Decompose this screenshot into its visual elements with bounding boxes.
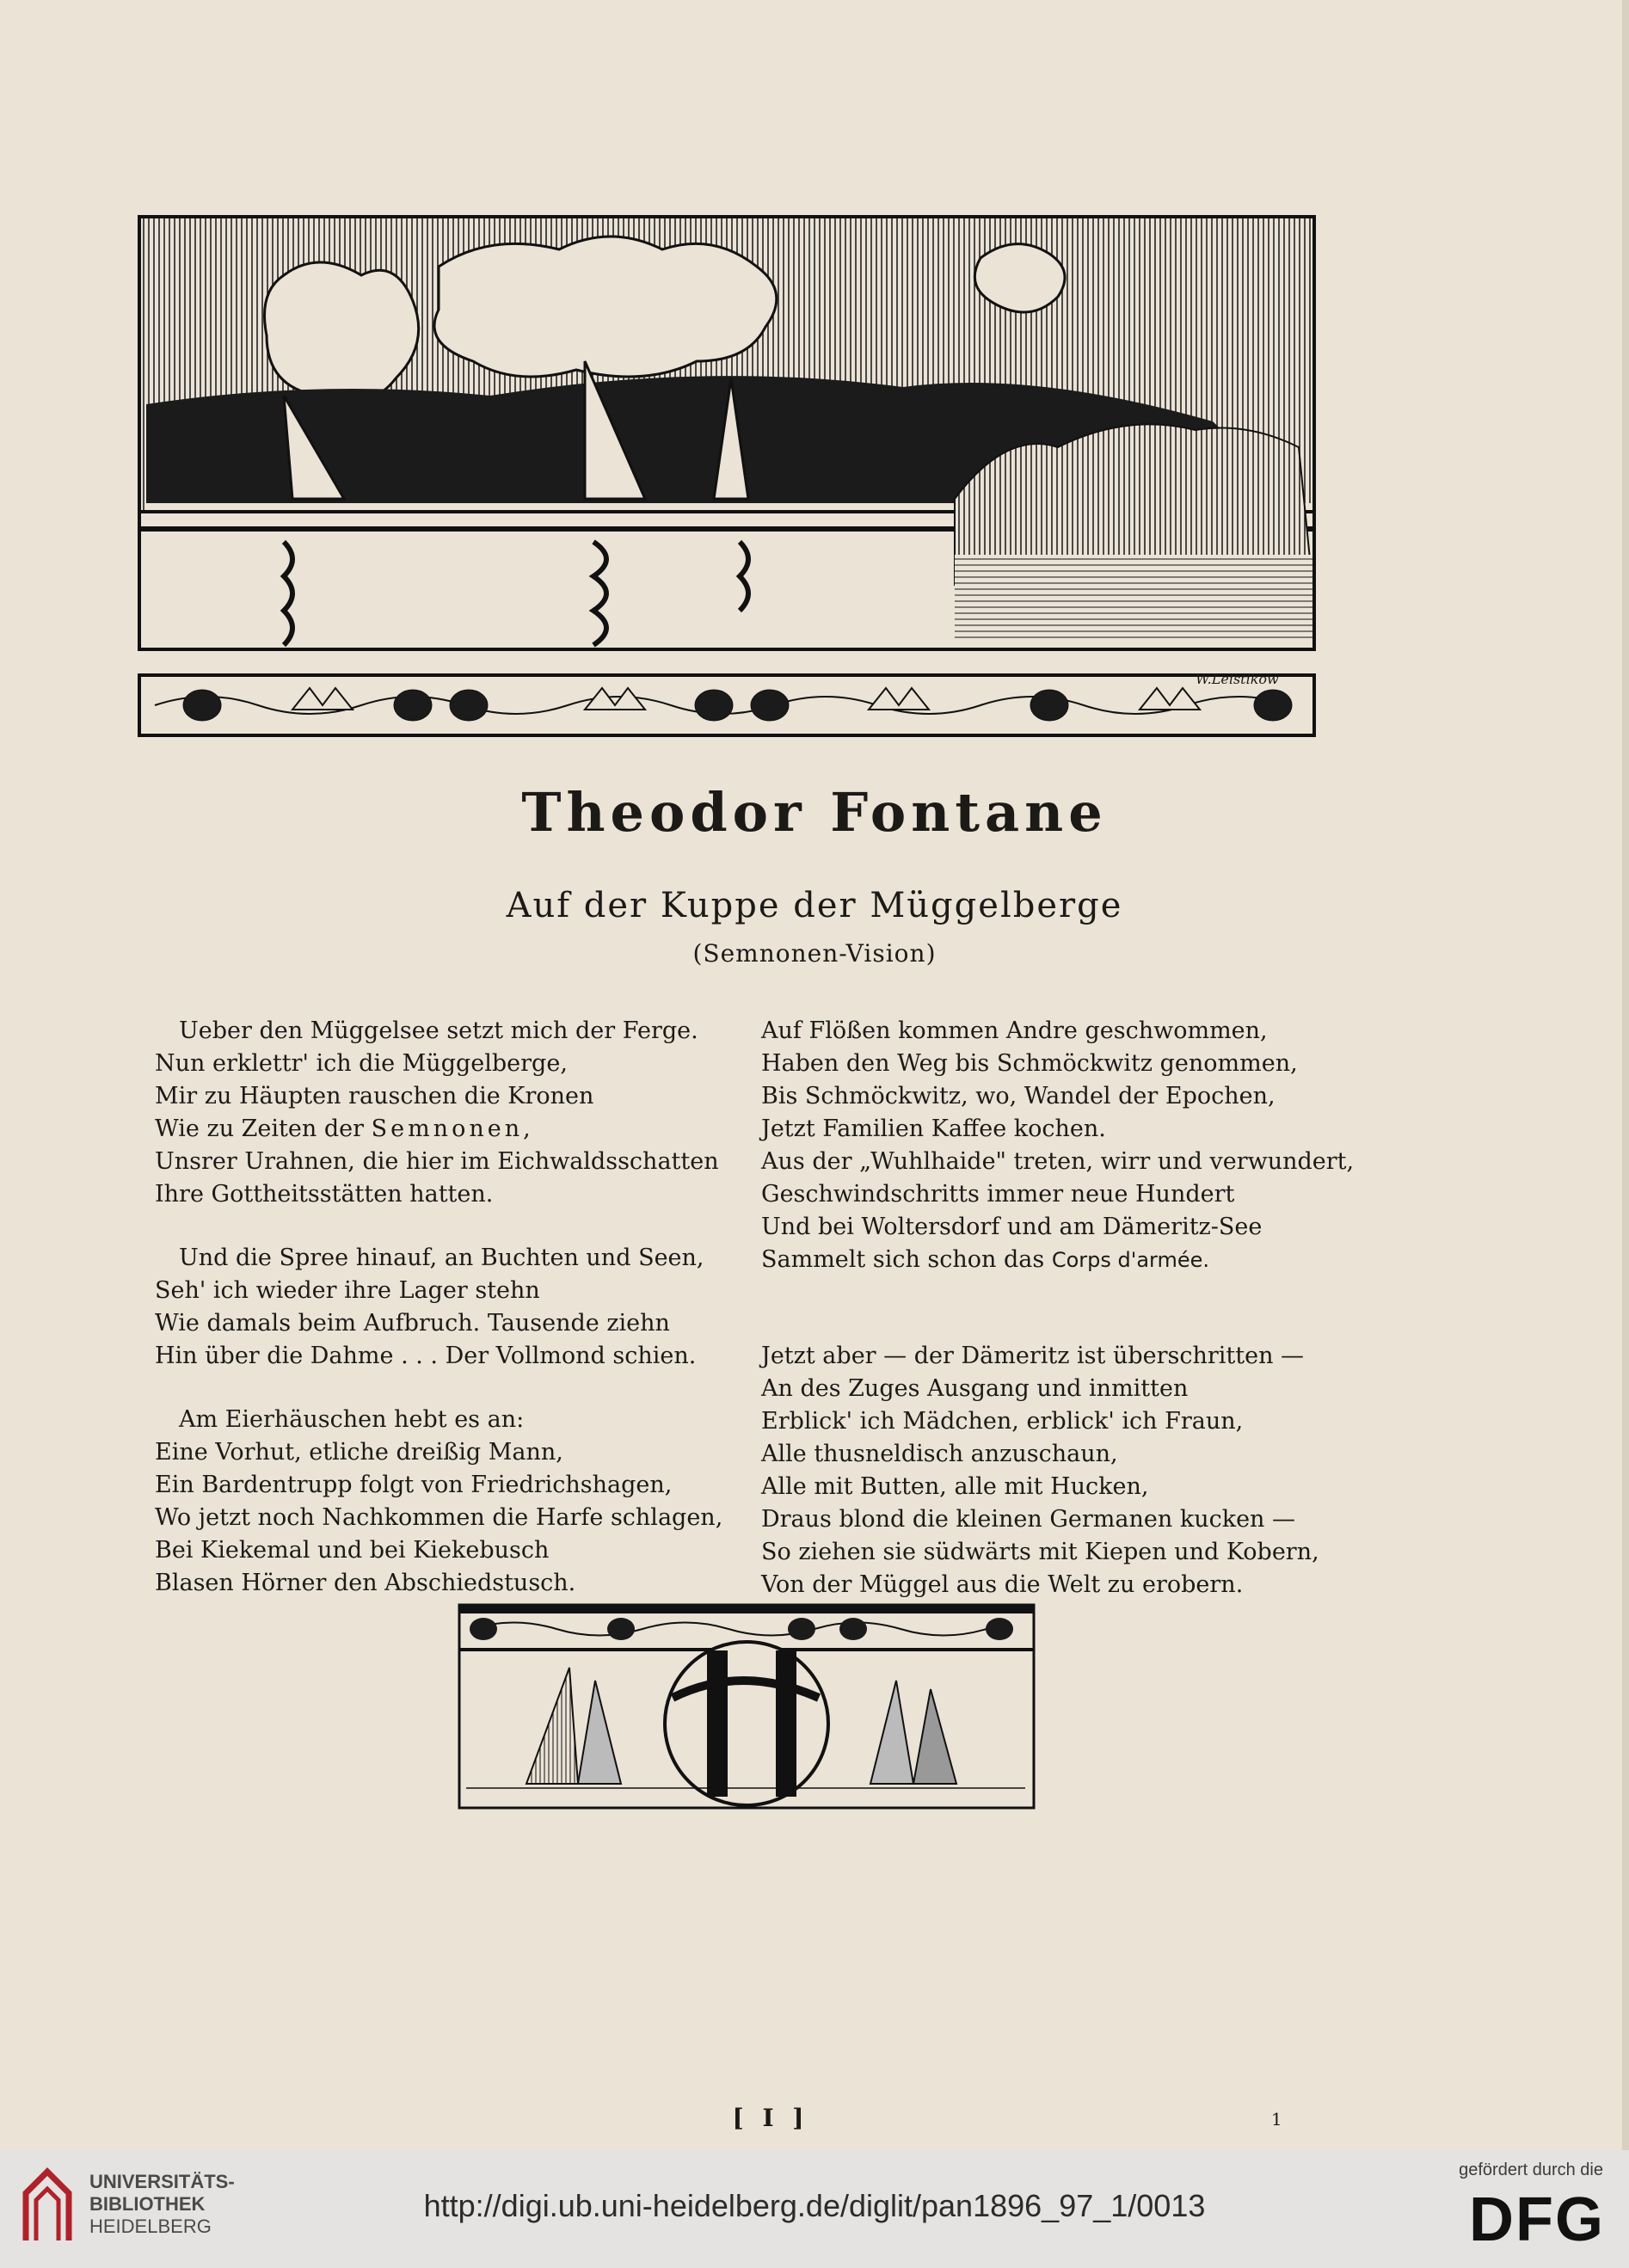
stanza-gap (155, 1373, 722, 1404)
verse-line: An des Zuges Ausgang und inmitten (761, 1375, 1189, 1402)
library-line2: BIBLIOTHEK (89, 2193, 206, 2215)
verse-line: Aus der „Wuhlhaide" treten, wirr und verwundert, (761, 1148, 1355, 1175)
verse-line: Auf Flößen kommen Andre geschwommen, (761, 1017, 1268, 1044)
verse-line-start: Wie zu Zeiten der (155, 1116, 372, 1142)
verse-line: Alle thusneldisch anzuschaun, (761, 1441, 1118, 1467)
stanza-gap (761, 1276, 1354, 1307)
footer-bar (0, 2150, 1629, 2268)
verse-line: Wie damals beim Aufbruch. Tausende ziehn (155, 1310, 670, 1337)
funding-label: gefördert durch die (1459, 2160, 1603, 2179)
verse-line: Am Eierhäuschen hebt es an: (179, 1406, 525, 1433)
verse-line: Ueber den Müggelsee setzt mich der Ferge. (179, 1017, 698, 1044)
library-line3: HEIDELBERG (89, 2216, 212, 2237)
verse-line: Haben den Weg bis Schmöckwitz genommen, (761, 1050, 1298, 1077)
verse-line: Wo jetzt noch Nachkommen die Harfe schlagen, (155, 1504, 723, 1531)
page-edge (1622, 0, 1629, 2150)
verse-line: Erblick' ich Mädchen, erblick' ich Fraun, (761, 1408, 1244, 1435)
verse-line: Seh' ich wieder ihre Lager stehn (155, 1277, 540, 1304)
verse-line: Jetzt aber — der Dämeritz ist überschritten — (761, 1343, 1305, 1369)
verse-line: Ihre Gottheitsstätten hatten. (155, 1181, 494, 1208)
verse-line: So ziehen sie südwärts mit Kiepen und Kobern, (761, 1539, 1319, 1565)
verse-line (155, 1113, 722, 1146)
verse-line: Und bei Woltersdorf und am Dämeritz-See (761, 1214, 1263, 1240)
verse-line: Alle mit Butten, alle mit Hucken, (761, 1473, 1149, 1500)
verse-line: Und die Spree hinauf, an Buchten und Seen, (179, 1245, 704, 1271)
verse-line: Ein Bardentrupp folgt von Friedrichshagen, (155, 1472, 673, 1498)
verse-line-spaced-word: Semnonen, (371, 1116, 534, 1142)
verse-line: Eine Vorhut, etliche dreißig Mann, (155, 1439, 563, 1466)
verse-line: Von der Müggel aus die Welt zu erobern. (761, 1571, 1244, 1598)
verse-line (761, 1244, 1354, 1276)
permalink-url[interactable]: http://digi.ub.uni-heidelberg.de/diglit/pan1896_97_1/0013 (423, 2188, 1206, 2223)
verse-line-latin: Corps d'armée. (1051, 1248, 1210, 1272)
verse-line: Geschwindschritts immer neue Hundert (761, 1181, 1235, 1208)
verse-line: Nun erklettr' ich die Müggelberge, (155, 1050, 568, 1077)
illustration-signature: W.Leistikow (1196, 671, 1279, 687)
tailpiece-illustration (458, 1603, 1036, 1810)
page-number: [ I ] (732, 2104, 809, 2132)
verse-line-start: Sammelt sich schon das (761, 1246, 1052, 1273)
dfg-logo: DFG (1469, 2185, 1605, 2254)
poem-title: Auf der Kuppe der Müggelberge (506, 886, 1123, 925)
page-mark: 1 (1271, 2109, 1282, 2130)
verse-line: Hin über die Dahme . . . Der Vollmond schien. (155, 1343, 697, 1369)
library-line1: UNIVERSITÄTS- (89, 2171, 235, 2192)
stanza-gap (155, 1211, 722, 1242)
verse-line: Bei Kiekemal und bei Kiekebusch (155, 1537, 550, 1564)
verse-line: Draus blond die kleinen Germanen kucken — (761, 1506, 1296, 1533)
verse-line: Blasen Hörner den Abschiedstusch. (155, 1570, 576, 1596)
author-heading: Theodor Fontane (521, 781, 1108, 844)
poem-left-column (155, 1015, 722, 1600)
poem-subtitle: (Semnonen-Vision) (692, 939, 937, 968)
verse-line: Bis Schmöckwitz, wo, Wandel der Epochen, (761, 1083, 1276, 1109)
verse-line: Unsrer Urahnen, die hier im Eichwaldsschatten (155, 1148, 719, 1175)
verse-line: Jetzt Familien Kaffee kochen. (761, 1116, 1106, 1142)
stanza-gap-extra (761, 1307, 1354, 1340)
header-illustration (138, 215, 1316, 740)
verse-line: Mir zu Häupten rauschen die Kronen (155, 1083, 594, 1109)
poem-right-column (761, 1015, 1354, 1601)
